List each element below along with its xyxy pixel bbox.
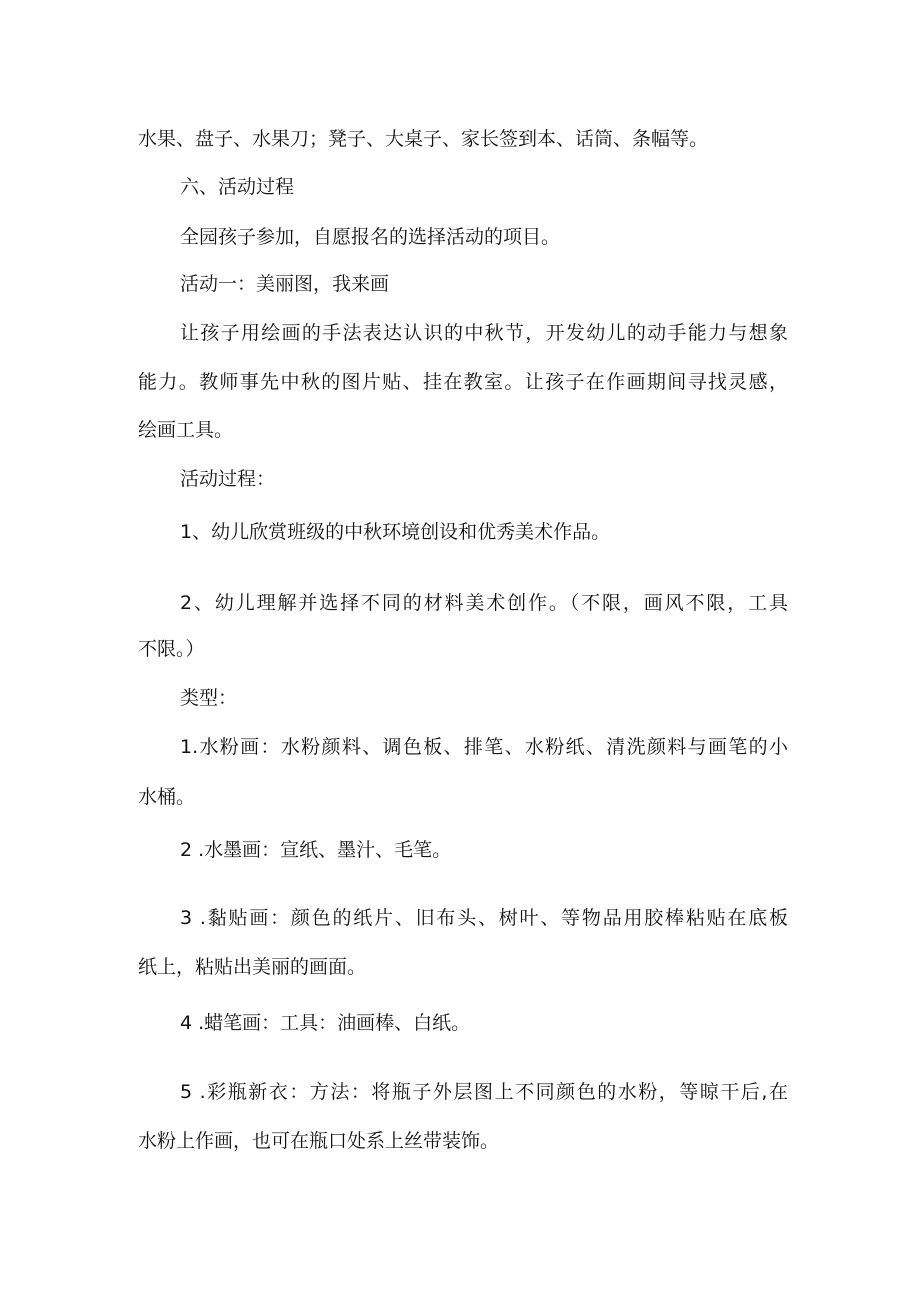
process-step-line: 2、幼儿理解并选择不同的材料美术创作。（不限，画风不限，工具 — [180, 592, 788, 614]
process-step: 1、幼儿欣赏班级的中秋环境创设和优秀美术作品。 — [180, 521, 611, 543]
activity-one-description-line: 能力。教师事先中秋的图片贴、挂在教室。让孩子在作画期间寻找灵感， — [138, 371, 788, 393]
materials-line: 水果、盘子、水果刀；凳子、大桌子、家长签到本、话筒、条幅等。 — [138, 128, 709, 150]
type-line: 水桶。 — [138, 786, 196, 808]
participation-text: 全园孩子参加，自愿报名的选择活动的项目。 — [180, 226, 561, 248]
type-line: 1.水粉画：水粉颜料、调色板、排笔、水粉纸、清洗颜料与画笔的小 — [180, 736, 788, 758]
types-heading: 类型： — [180, 687, 238, 709]
type-line: 2 .水墨画：宣纸、墨汁、毛笔。 — [180, 839, 452, 861]
type-line: 纸上，粘贴出美丽的画面。 — [138, 956, 367, 978]
type-line: 5 .彩瓶新衣：方法：将瓶子外层图上不同颜色的水粉，等晾干后,在 — [180, 1081, 788, 1103]
type-line: 水粉上作画，也可在瓶口处系上丝带装饰。 — [138, 1130, 500, 1152]
section-heading: 六、活动过程 — [180, 176, 295, 198]
activity-one-description-line: 让孩子用绘画的手法表达认识的中秋节，开发幼儿的动手能力与想象 — [180, 322, 788, 344]
process-step-line: 不限。） — [138, 638, 205, 660]
activity-one-description-line: 绘画工具。 — [138, 419, 234, 441]
activity-one-title: 活动一：美丽图，我来画 — [180, 273, 390, 295]
process-heading: 活动过程： — [180, 468, 276, 490]
type-line: 4 .蜡笔画：工具：油画棒、白纸。 — [180, 1012, 471, 1034]
type-line: 3 .黏贴画：颜色的纸片、旧布头、树叶、等物品用胶棒粘贴在底板 — [180, 907, 788, 929]
